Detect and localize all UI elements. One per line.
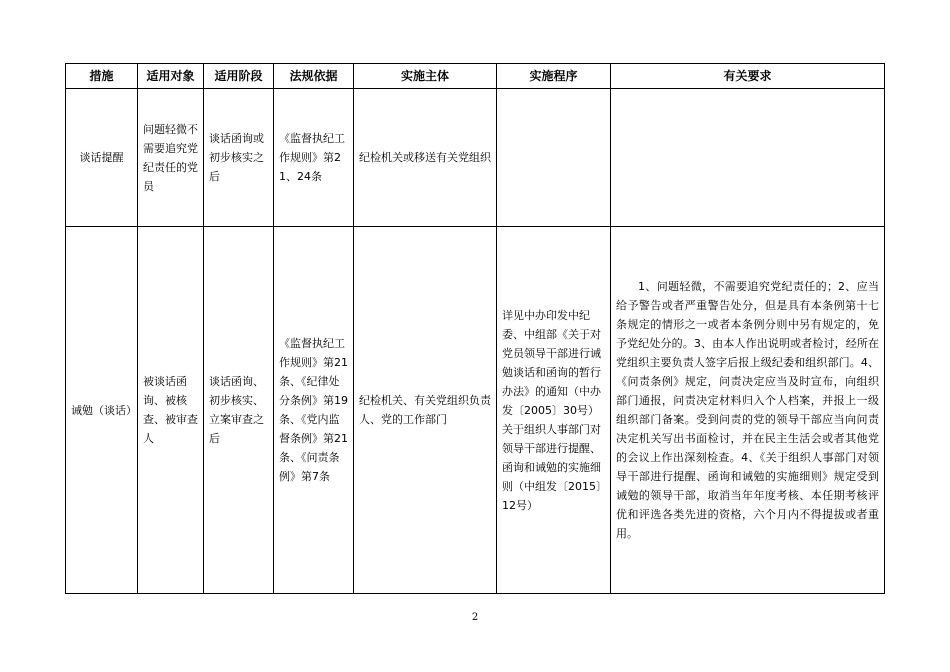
header-measure: 措施 [66, 64, 138, 89]
header-row [66, 64, 885, 89]
cell-measure: 诫勉（谈话） [66, 227, 138, 594]
cell-basis: 《监督执纪工作规则》第21、24条 [274, 89, 354, 227]
header-subject: 实施主体 [354, 64, 497, 89]
table-row [66, 227, 885, 594]
cell-program: 详见中办印发中纪委、中组部《关于对党员领导干部进行诫勉谈话和函询的暂行办法》的通知（中办发〔2005〕30号）关于组织人事部门对领导干部进行提醒、函询和诫勉的实施细则（中组发〔2015〕12号） [497, 227, 611, 594]
table-row [66, 89, 885, 227]
cell-basis: 《监督执纪工作规则》第21条、《纪律处分条例》第19条、《党内监督条例》第21条、《问责条例》第7条 [274, 227, 354, 594]
header-program: 实施程序 [497, 64, 611, 89]
header-stage: 适用阶段 [204, 64, 274, 89]
header-target: 适用对象 [138, 64, 204, 89]
header-requirements: 有关要求 [611, 64, 885, 89]
measures-table [65, 63, 885, 594]
cell-stage: 谈话函询或初步核实之后 [204, 89, 274, 227]
cell-requirements [611, 89, 885, 227]
cell-target: 问题轻微不需要追究党纪责任的党员 [138, 89, 204, 227]
cell-target: 被谈话函询、被核查、被审查人 [138, 227, 204, 594]
cell-requirements: 1、问题轻微，不需要追究党纪责任的；2、应当给予警告或者严重警告处分，但是具有本条例第十七条规定的情形之一或者本条例分则中另有规定的，免予党纪处分的。3、由本人作出说明或者检讨，经所在党组织主要负责人签字后报上级纪委和组织部门。4、《问责条例》规定，问责决定应当及时宣布，向组织部门通报，问责决定材料归入个人档案，并报上一级组织部门备案。受到问责的党的领导干部应当向问责决定机关写出书面检讨，并在民主生活会或者其他党的会议上作出深刻检查。4、《关于组织人事部门对领导干部进行提醒、函询和诫勉的实施细则》规定受到诫勉的领导干部，取消当年年度考核、本任期考核评优和评选各类先进的资格，六个月内不得提拔或者重用。 [611, 227, 885, 594]
cell-program [497, 89, 611, 227]
cell-stage: 谈话函询、初步核实、立案审查之后 [204, 227, 274, 594]
cell-subject: 纪检机关或移送有关党组织 [354, 89, 497, 227]
cell-measure: 谈话提醒 [66, 89, 138, 227]
header-basis: 法规依据 [274, 64, 354, 89]
page-number: 2 [471, 612, 479, 623]
cell-subject: 纪检机关、有关党组织负责人、党的工作部门 [354, 227, 497, 594]
